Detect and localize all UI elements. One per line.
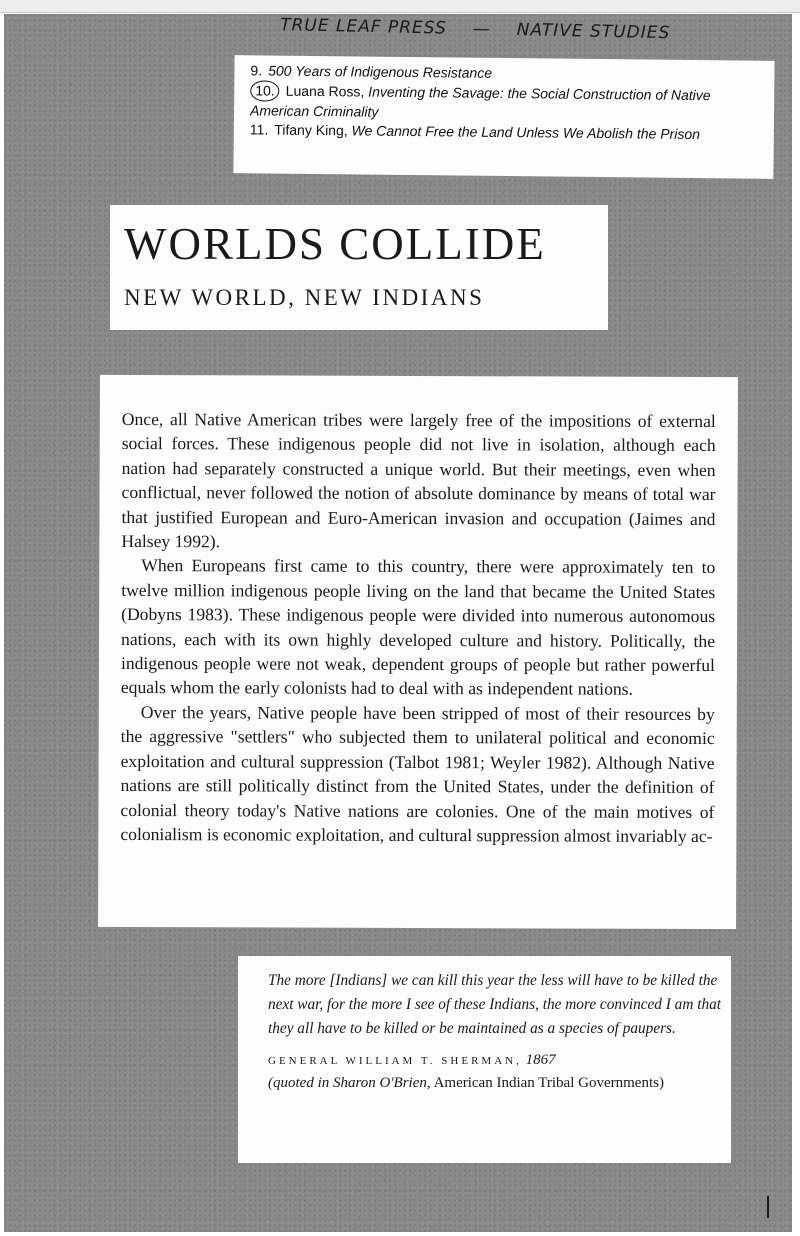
body-paragraph: When Europeans first came to this country, there were approximately ten to twelve million indigenous people living on the land that became the United States (Dobyns 1983). These indigenous people were divided into numerous autonomous nations, each with its own highly developed culture and history. Politically, the indigenous people were not weak, dependent groups of people but rather powerful equals whom the early colonists had to deal with as independent nations. [120,555,716,700]
reading-list-note [233,55,774,179]
handwritten-separator: — [472,19,491,40]
chapter-title: WORLDS COLLIDE [124,219,546,269]
reading-list-title: We Cannot Free the Land Unless We Abolish the Prison [351,122,701,143]
scan-top-strip [0,0,800,13]
body-text-block [98,375,738,929]
chapter-title-block [110,205,608,330]
body-paragraph: Over the years, Native people have been stripped of most of their resources by the aggressive "settlers" who subjected them to unilateral political and economic exploitation and cultural suppression (Talbot 1981; Weyler 1982). Although Native nations are still politically distinct from the United States, under the definition of colonial theory today's Native nations are colonies. One of the main motives of colonialism is economic exploitation, and cultural suppression almost invariably ac- [120,701,715,846]
epigraph-block [238,956,731,1163]
page-edge-mark [767,1196,769,1218]
reading-list-title: 500 Years of Indigenous Resistance [268,62,493,81]
epigraph-year: 1867 [525,1052,556,1068]
chapter-subtitle: NEW WORLD, NEW INDIANS [124,285,485,310]
handwritten-course: NATIVE STUDIES [516,20,671,44]
epigraph-attribution [268,1049,721,1094]
handwritten-publisher: TRUE LEAF PRESS [279,15,447,39]
epigraph-quote: The more [Indians] we can kill this year the less will have to be killed the next war, for the more I see of these Indians, the more convinced I am that they all have to be killed or be maintained as a species of paupers. [268,972,721,1037]
epigraph-speaker: GENERAL WILLIAM T. SHERMAN, [268,1055,522,1067]
reading-list-number: 11. [249,121,269,138]
body-paragraph: Once, all Native American tribes were largely free of the impositions of external social forces. These indigenous people did not live in isolation, although each nation had separately constructed a unique world. But their meetings, even when conflictual, never followed the notion of absolute dominance by means of total war that justified European and Euro-American invasion and occupation (Jaimes and Halsey 1992). [121,408,716,552]
epigraph-source-title: American Indian Tribal Governments) [433,1075,664,1091]
epigraph-source-prefix: (quoted in Sharon O'Brien, [268,1075,431,1091]
reading-list-item [250,120,762,144]
reading-list-number-circled: 10. [250,80,280,101]
reading-list-title: Inventing the Savage: the Social Construction of Native American Criminality [249,83,711,120]
reading-list-item [250,80,762,125]
reading-list-author: Tifany King, [274,121,348,139]
reading-list-author: Luana Ross, [285,82,365,100]
reading-list-number: 9. [250,62,263,79]
